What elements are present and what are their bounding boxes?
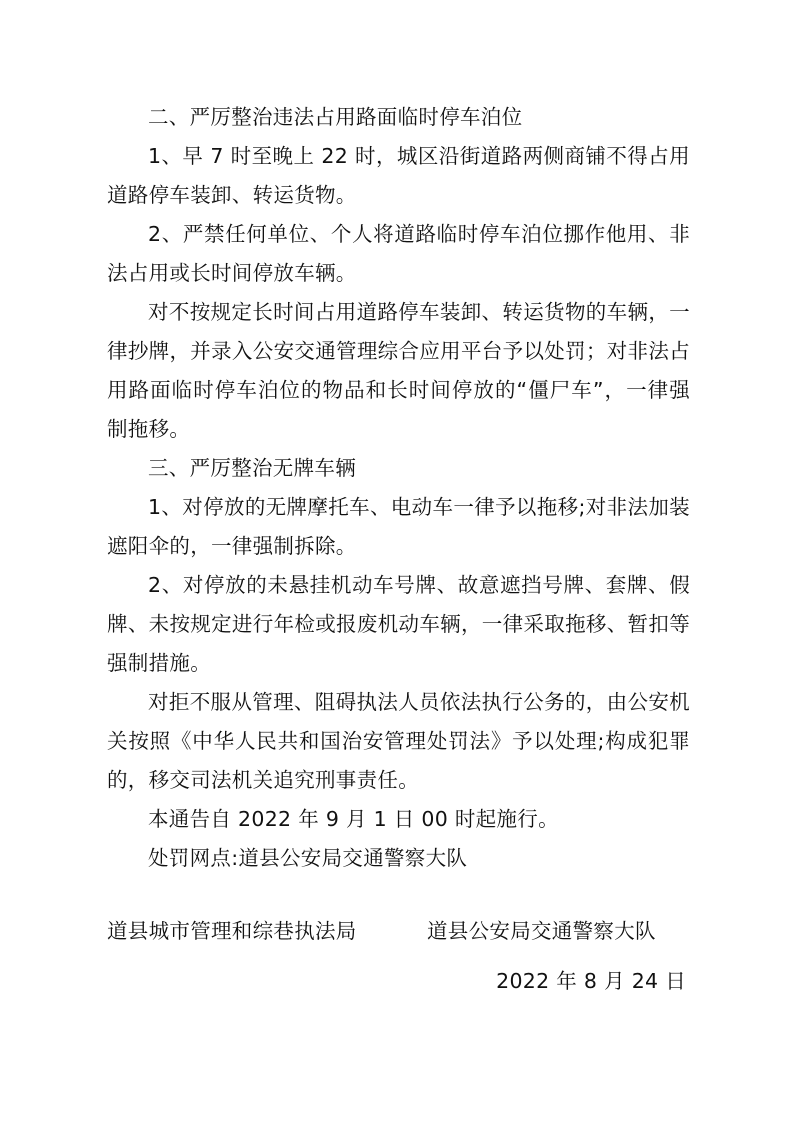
section-heading-2: 二、严厉整治违法占用路面临时停车泊位 — [148, 105, 523, 129]
paragraph-penalty-2: 对不按规定长时间占用道路停车装卸、转运货物的车辆，一律抄牌，并录入公安交通管理综合应用平台予以处罚；对非法占用路面临时停车泊位的物品和长时间停放的“僵尸车”，一律强制拖移。 — [107, 300, 690, 441]
paragraph-rule-2-2: 2、严禁任何单位、个人将道路临时停车泊位挪作他用、非法占用或长时间停放车辆。 — [107, 222, 690, 285]
paragraph-rule-3-2: 2、对停放的未悬挂机动车号牌、故意遮挡号牌、套牌、假牌、未按规定进行年检或报废机动车辆，一律采取拖移、暂扣等强制措施。 — [107, 573, 690, 675]
paragraph-penalty-office: 处罚网点:道县公安局交通警察大队 — [148, 846, 468, 870]
issue-date: 2022 年 8 月 24 日 — [496, 969, 686, 993]
paragraph-rule-2-1: 1、早 7 时至晚上 22 时，城区沿街道路两侧商铺不得占用道路停车装卸、转运货物。 — [107, 144, 690, 207]
signature-city-management: 道县城市管理和综巷执法局 — [107, 919, 357, 943]
paragraph-effective-date: 本通告自 2022 年 9 月 1 日 00 时起施行。 — [148, 807, 559, 831]
section-heading-3: 三、严厉整治无牌车辆 — [148, 456, 356, 480]
signature-traffic-police: 道县公安局交通警察大队 — [427, 919, 656, 943]
paragraph-obstruction-penalty: 对拒不服从管理、阻碍执法人员依法执行公务的，由公安机关按照《中华人民共和国治安管理处罚法》予以处理;构成犯罪的，移交司法机关追究刑事责任。 — [107, 690, 690, 792]
paragraph-rule-3-1: 1、对停放的无牌摩托车、电动车一律予以拖移;对非法加装遮阳伞的，一律强制拆除。 — [107, 495, 690, 558]
